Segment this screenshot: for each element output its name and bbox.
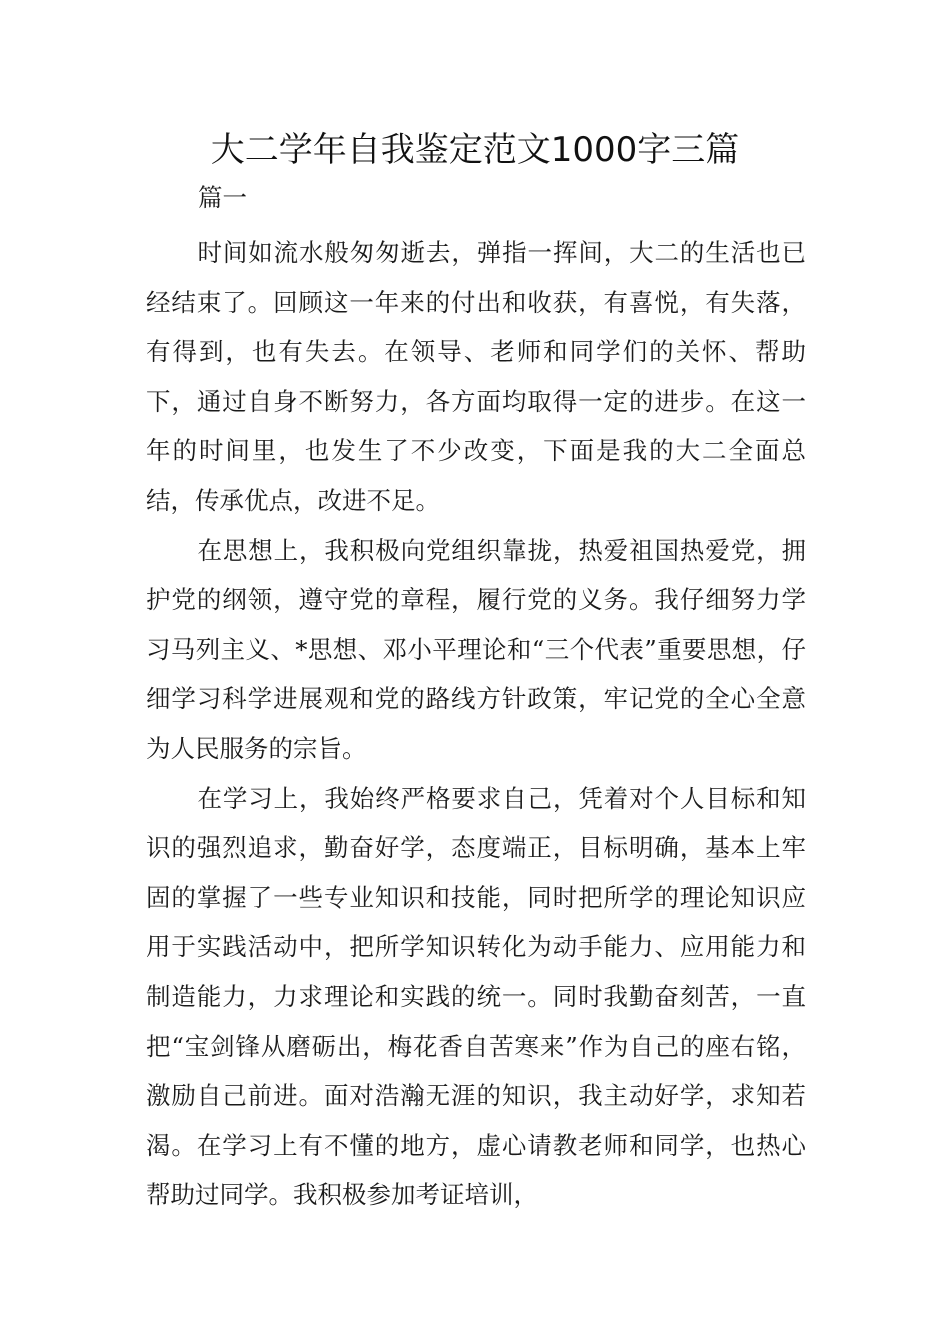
paragraph: 时间如流水般匆匆逝去，弹指一挥间，大二的生活也已经结束了。回顾这一年来的付出和收获，有喜悦，有失落，有得到，也有失去。在领导、老师和同学们的关怀、帮助下，通过自身不断努力，各方面均取得一定的进步。在这一年的时间里，也发生了不少改变，下面是我的大二全面总结，传承优点，改进不足。	[146, 238, 806, 515]
paragraph: 在思想上，我积极向党组织靠拢，热爱祖国热爱党，拥护党的纲领，遵守党的章程，履行党的义务。我仔细努力学习马列主义、*思想、邓小平理论和“三个代表”重要思想，仔细学习科学进展观和党的路线方针政策，牢记党的全心全意为人民服务的宗旨。	[146, 535, 806, 763]
document-body	[146, 178, 806, 1220]
section-label: 篇一	[198, 183, 247, 212]
document-title: 大二学年自我鉴定范文1000字三篇	[210, 130, 740, 170]
paragraph: 在学习上，我始终严格要求自己，凭着对个人目标和知识的强烈追求，勤奋好学，态度端正，目标明确，基本上牢固的掌握了一些专业知识和技能，同时把所学的理论知识应用于实践活动中，把所学知识转化为动手能力、应用能力和制造能力，力求理论和实践的统一。同时我勤奋刻苦，一直把“宝剑锋从磨砺出，梅花香自苦寒来”作为自己的座右铭，激励自己前进。面对浩瀚无涯的知识，我主动好学，求知若渴。在学习上有不懂的地方，虚心请教老师和同学，也热心帮助过同学。我积极参加考证培训，	[146, 783, 806, 1210]
